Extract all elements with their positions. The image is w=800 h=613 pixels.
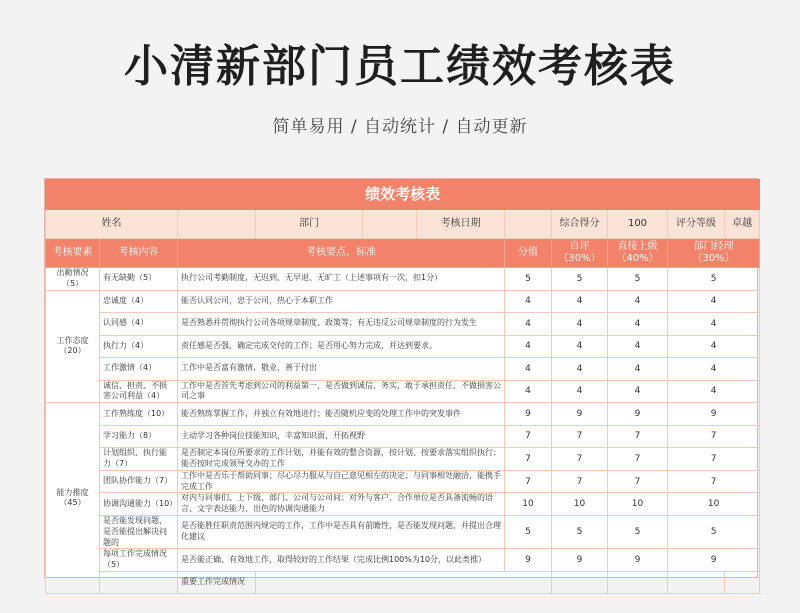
manager-score-cell: 4: [668, 380, 760, 403]
table-row: [46, 571, 760, 594]
table-row: [46, 403, 760, 426]
points-cell: 4: [505, 290, 552, 313]
category-cell: 出勤情况 （5）: [46, 268, 100, 291]
performance-table: [45, 179, 760, 594]
self-score-cell: 10: [552, 493, 608, 516]
points-cell: 10: [505, 493, 552, 516]
item-cell: 计划组织、执行能力（7）: [100, 448, 178, 471]
standard-cell: 责任感是否强，确定完成交付的工作；是否用心努力完成，并达到要求。: [178, 335, 505, 358]
performance-sheet: [44, 178, 758, 587]
manager-score-cell: 9: [668, 403, 760, 426]
page-subtitle: 简单易用 / 自动统计 / 自动更新: [272, 117, 528, 137]
self-score-cell: 5: [552, 268, 608, 291]
header-manager: 部门经理 （30%）: [668, 239, 760, 268]
leader-score-cell: 7: [608, 425, 668, 448]
item-cell: 是否能发现问题，是否能提出解决问题的: [100, 515, 178, 548]
points-cell: 5: [505, 515, 552, 548]
name-value[interactable]: [178, 210, 256, 239]
header-self: 自评 （30%）: [552, 239, 608, 268]
table-row: [46, 290, 760, 313]
header-leader: 直接上级 （40%）: [608, 239, 668, 268]
page-title: 小清新部门员工绩效考核表: [124, 41, 676, 92]
table-row: [46, 493, 760, 516]
manager-score-cell: 4: [668, 290, 760, 313]
leader-score-cell: 7: [608, 448, 668, 471]
standard-cell: 是否能正确、有效地工作，取得较好的工作结果（完成比例100%为10分，以此类推）: [178, 549, 505, 572]
standard-cell: [256, 571, 552, 594]
table-row: [46, 425, 760, 448]
sheet-banner: 绩效考核表: [46, 180, 760, 210]
leader-score-cell: 4: [608, 335, 668, 358]
points-cell: 9: [505, 549, 552, 572]
manager-score-cell: 4: [668, 358, 760, 381]
points-cell: 4: [505, 335, 552, 358]
table-row: [46, 268, 760, 291]
date-label: 考核日期: [417, 210, 505, 239]
dept-value[interactable]: [363, 210, 417, 239]
table-row: [46, 549, 760, 572]
name-label: 姓名: [46, 210, 178, 239]
points-cell: 9: [505, 403, 552, 426]
manager-score-cell: 4: [668, 313, 760, 336]
standard-cell: 是否制定本岗位所要求的工作计划，并能有效的整合资源，按计划、按要求落实组织执行；能否按时完成领导交办的工作: [178, 448, 505, 471]
points-cell: [552, 571, 608, 594]
standard-cell: 执行公司考勤制度，无迟到、无早退、无旷工（上述事项有一次，扣1分）: [178, 268, 505, 291]
standard-cell: 工作中是否首先考虑到公司的利益第一，是否做到诚信、务实，敢于承担责任，不做损害公司之事: [178, 380, 505, 403]
standard-cell: 能否熟练掌握工作，并独立有效地进行；能否随机应变的处理工作中的突发事件: [178, 403, 505, 426]
item-cell: 每项工作完成情况（5）: [100, 549, 178, 572]
score-label: 综合得分: [552, 210, 608, 239]
manager-score-cell: [725, 571, 760, 594]
standard-cell: 是否能胜任职责范围内规定的工作，工作中是否具有前瞻性，是否能发现问题，并提出合理化建议: [178, 515, 505, 548]
date-value[interactable]: [505, 210, 552, 239]
category-cell: 工作态度 （20）: [46, 290, 100, 403]
manager-score-cell: 9: [668, 549, 760, 572]
leader-score-cell: [668, 571, 725, 594]
leader-score-cell: 4: [608, 358, 668, 381]
standard-cell: 对内与同事们、上下级、部门、公司与公司间；对外与客户、合作单位是否具备流畅的语言、文字表达能力、出色的协调沟通能力: [178, 493, 505, 516]
manager-score-cell: 5: [668, 515, 760, 548]
manager-score-cell: 10: [668, 493, 760, 516]
self-score-cell: 9: [552, 403, 608, 426]
points-cell: 7: [505, 425, 552, 448]
leader-score-cell: 4: [608, 290, 668, 313]
standard-cell: 能否认同公司，忠于公司，热心于本职工作: [178, 290, 505, 313]
table-row: [46, 358, 760, 381]
item-cell: 工作熟练度（10）: [100, 403, 178, 426]
self-score-cell: 4: [552, 313, 608, 336]
item-cell: 工作激情（4）: [100, 358, 178, 381]
header-category: 考核要素: [46, 239, 100, 268]
self-score-cell: 5: [552, 515, 608, 548]
table-row: [46, 515, 760, 548]
grade-label: 评分等级: [668, 210, 725, 239]
category-cell: 能力推度 （45）: [46, 403, 100, 594]
self-score-cell: 4: [552, 380, 608, 403]
item-cell: 团队协作能力（7）: [100, 470, 178, 493]
manager-score-cell: 7: [668, 448, 760, 471]
manager-score-cell: 7: [668, 425, 760, 448]
manager-score-cell: 4: [668, 335, 760, 358]
leader-score-cell: 5: [608, 515, 668, 548]
score-value: 100: [608, 210, 668, 239]
points-cell: 4: [505, 313, 552, 336]
leader-score-cell: 10: [608, 493, 668, 516]
item-cell: 忠诚度（4）: [100, 290, 178, 313]
table-body: [46, 268, 760, 594]
self-score-cell: 4: [552, 290, 608, 313]
standard-cell: 工作中是否富有激情，敬业，善于付出: [178, 358, 505, 381]
leader-score-cell: 9: [608, 549, 668, 572]
leader-score-cell: 7: [608, 470, 668, 493]
header-item: 考核内容: [100, 239, 178, 268]
standard-cell: 是否熟悉并贯彻执行公司各项规章制度、政策等；有无违反公司规章制度的行为发生: [178, 313, 505, 336]
item-cell: 有无缺勤（5）: [100, 268, 178, 291]
leader-score-cell: 5: [608, 268, 668, 291]
table-row: [46, 313, 760, 336]
points-cell: 7: [505, 470, 552, 493]
item-cell: 认同感（4）: [100, 313, 178, 336]
item-cell: 协调沟通能力（10）: [100, 493, 178, 516]
standard-cell: 工作中是否乐于帮助同事；尽心尽力服从与自己意见相左的决定；与同事相处融洽，能携手完成工作: [178, 470, 505, 493]
self-score-cell: [608, 571, 668, 594]
header-standard: 考核要点、标准: [178, 239, 505, 268]
manager-score-cell: 5: [668, 268, 760, 291]
points-cell: 4: [505, 380, 552, 403]
self-score-cell: 9: [552, 549, 608, 572]
item-cell: 执行力（4）: [100, 335, 178, 358]
category-cell: [100, 571, 178, 594]
points-cell: 5: [505, 268, 552, 291]
self-score-cell: 7: [552, 448, 608, 471]
grade-value: 卓越: [725, 210, 760, 239]
dept-label: 部门: [256, 210, 363, 239]
table-row: [46, 335, 760, 358]
leader-score-cell: 4: [608, 380, 668, 403]
self-score-cell: 4: [552, 358, 608, 381]
header-points: 分值: [505, 239, 552, 268]
manager-score-cell: 7: [668, 470, 760, 493]
self-score-cell: 7: [552, 425, 608, 448]
leader-score-cell: 4: [608, 313, 668, 336]
item-cell: 学习能力（8）: [100, 425, 178, 448]
item-cell: 诚信、担责、不损害公司利益（4）: [100, 380, 178, 403]
leader-score-cell: 9: [608, 403, 668, 426]
table-row: [46, 448, 760, 471]
points-cell: 4: [505, 358, 552, 381]
standard-cell: 主动学习各种岗位技能知识，丰富知识面，开拓视野: [178, 425, 505, 448]
table-row: [46, 380, 760, 403]
item-cell: 重要工作完成情况: [178, 571, 256, 594]
self-score-cell: 7: [552, 470, 608, 493]
self-score-cell: 4: [552, 335, 608, 358]
table-row: [46, 470, 760, 493]
points-cell: 7: [505, 448, 552, 471]
